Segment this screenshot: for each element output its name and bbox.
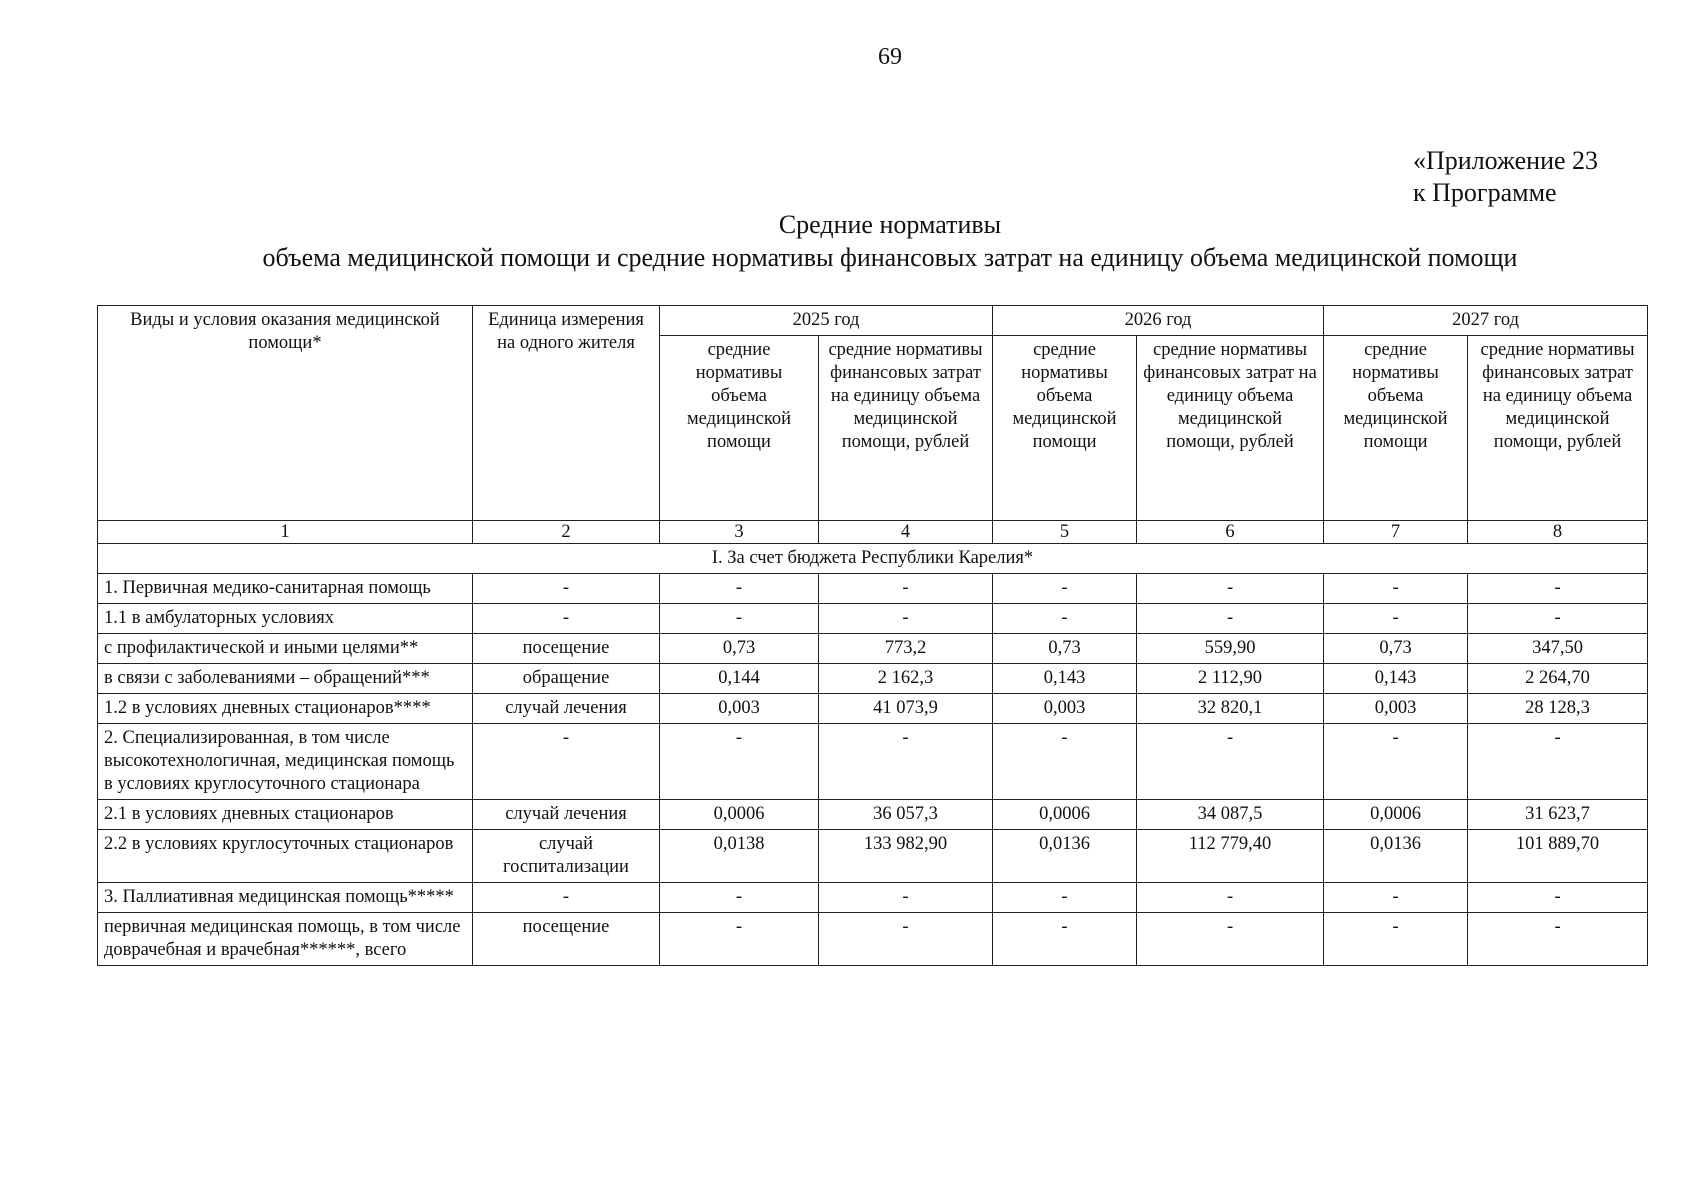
header-row-numbers bbox=[98, 521, 1648, 544]
table-cell: - bbox=[1324, 574, 1468, 604]
table-cell: - bbox=[1324, 724, 1468, 800]
table-row bbox=[98, 883, 1648, 913]
header-year-2027: 2027 год bbox=[1324, 306, 1648, 336]
table-cell: случай госпитализации bbox=[473, 830, 660, 883]
header-sub: средние нормативы финансовых затрат на единицу объема медицинской помощи, рублей bbox=[1468, 336, 1648, 521]
table-cell: - bbox=[473, 883, 660, 913]
table-cell: 0,73 bbox=[1324, 634, 1468, 664]
table-row bbox=[98, 634, 1648, 664]
title-line-2: объема медицинской помощи и средние нормативы финансовых затрат на единицу объема медицинской помощи bbox=[262, 243, 1518, 272]
column-number: 5 bbox=[993, 521, 1137, 544]
table-header bbox=[98, 306, 1648, 544]
table-cell: - bbox=[993, 604, 1137, 634]
table-cell: 773,2 bbox=[819, 634, 993, 664]
table-row bbox=[98, 664, 1648, 694]
table-cell: 347,50 bbox=[1468, 634, 1648, 664]
column-number: 4 bbox=[819, 521, 993, 544]
table-row bbox=[98, 800, 1648, 830]
column-number: 7 bbox=[1324, 521, 1468, 544]
header-kind: Виды и условия оказания медицинской помощи* bbox=[98, 306, 473, 521]
header-sub: средние нормативы финансовых затрат на единицу объема медицинской помощи, рублей bbox=[819, 336, 993, 521]
table-cell: посещение bbox=[473, 634, 660, 664]
table-cell: - bbox=[819, 604, 993, 634]
table-cell: - bbox=[1324, 913, 1468, 966]
table-cell: 34 087,5 bbox=[1137, 800, 1324, 830]
table-cell: 41 073,9 bbox=[819, 694, 993, 724]
table-cell: - bbox=[993, 574, 1137, 604]
table-cell: 0,0006 bbox=[660, 800, 819, 830]
table-cell: случай лечения bbox=[473, 694, 660, 724]
table-body bbox=[98, 544, 1648, 966]
row-label: в связи с заболеваниями – обращений*** bbox=[98, 664, 473, 694]
norms-table bbox=[97, 305, 1648, 966]
table-row bbox=[98, 604, 1648, 634]
table-cell: - bbox=[819, 883, 993, 913]
table-cell: - bbox=[1468, 913, 1648, 966]
table-cell: - bbox=[993, 913, 1137, 966]
header-sub: средние нормативы объема медицинской помощи bbox=[1324, 336, 1468, 521]
table-cell: - bbox=[819, 724, 993, 800]
table-row bbox=[98, 913, 1648, 966]
header-sub: средние нормативы финансовых затрат на единицу объема медицинской помощи, рублей bbox=[1137, 336, 1324, 521]
column-number: 2 bbox=[473, 521, 660, 544]
table-cell: 0,003 bbox=[660, 694, 819, 724]
appendix-line-1: «Приложение 23 bbox=[1413, 146, 1599, 175]
table-cell: - bbox=[660, 883, 819, 913]
table-cell: 32 820,1 bbox=[1137, 694, 1324, 724]
table-cell: 0,0136 bbox=[1324, 830, 1468, 883]
table-cell: 0,0138 bbox=[660, 830, 819, 883]
section-row bbox=[98, 544, 1648, 574]
table-cell: 2 162,3 bbox=[819, 664, 993, 694]
row-label: 2. Специализированная, в том числе высокотехнологичная, медицинская помощь в условиях круглосуточного стационара bbox=[98, 724, 473, 800]
header-row-years bbox=[98, 306, 1648, 336]
header-year-2025: 2025 год bbox=[660, 306, 993, 336]
row-label: первичная медицинская помощь, в том числе доврачебная и врачебная******, всего bbox=[98, 913, 473, 966]
table-cell: - bbox=[993, 724, 1137, 800]
column-number: 1 bbox=[98, 521, 473, 544]
table-cell: 2 264,70 bbox=[1468, 664, 1648, 694]
column-number: 6 bbox=[1137, 521, 1324, 544]
row-label: 3. Паллиативная медицинская помощь***** bbox=[98, 883, 473, 913]
header-year-2026: 2026 год bbox=[993, 306, 1324, 336]
table-cell: 0,0006 bbox=[1324, 800, 1468, 830]
table-cell: - bbox=[660, 604, 819, 634]
table-cell: - bbox=[1324, 604, 1468, 634]
row-label: 2.1 в условиях дневных стационаров bbox=[98, 800, 473, 830]
table-cell: - bbox=[1468, 604, 1648, 634]
table-cell: 559,90 bbox=[1137, 634, 1324, 664]
table-cell: - bbox=[1468, 574, 1648, 604]
table-cell: 101 889,70 bbox=[1468, 830, 1648, 883]
table-cell: - bbox=[819, 574, 993, 604]
table-row bbox=[98, 694, 1648, 724]
table-cell: 0,143 bbox=[993, 664, 1137, 694]
page-number: 69 bbox=[878, 44, 902, 70]
table-cell: - bbox=[1137, 604, 1324, 634]
table-cell: 0,73 bbox=[660, 634, 819, 664]
appendix-line-2: к Программе bbox=[1413, 178, 1557, 207]
table-cell: 0,003 bbox=[1324, 694, 1468, 724]
table-cell: обращение bbox=[473, 664, 660, 694]
table-cell: - bbox=[1137, 724, 1324, 800]
title-line-1: Средние нормативы bbox=[778, 210, 1002, 239]
table-cell: - bbox=[1468, 724, 1648, 800]
table-row bbox=[98, 830, 1648, 883]
table-cell: - bbox=[1468, 883, 1648, 913]
table-cell: - bbox=[1324, 883, 1468, 913]
table-cell: - bbox=[473, 574, 660, 604]
table-cell: - bbox=[473, 724, 660, 800]
table-cell: 0,73 bbox=[993, 634, 1137, 664]
table-cell: - bbox=[473, 604, 660, 634]
table-cell: случай лечения bbox=[473, 800, 660, 830]
table-cell: 0,0136 bbox=[993, 830, 1137, 883]
table-row bbox=[98, 574, 1648, 604]
table-row bbox=[98, 724, 1648, 800]
table-cell: - bbox=[819, 913, 993, 966]
table-cell: 31 623,7 bbox=[1468, 800, 1648, 830]
header-sub: средние нормативы объема медицинской помощи bbox=[660, 336, 819, 521]
column-number: 3 bbox=[660, 521, 819, 544]
table-cell: 36 057,3 bbox=[819, 800, 993, 830]
table-cell: 28 128,3 bbox=[1468, 694, 1648, 724]
table-cell: посещение bbox=[473, 913, 660, 966]
table-cell: - bbox=[1137, 913, 1324, 966]
row-label: 2.2 в условиях круглосуточных стационаров bbox=[98, 830, 473, 883]
table-cell: - bbox=[1137, 883, 1324, 913]
section-title: I. За счет бюджета Республики Карелия* bbox=[98, 544, 1648, 574]
row-label: с профилактической и иными целями** bbox=[98, 634, 473, 664]
table-cell: - bbox=[1137, 574, 1324, 604]
row-label: 1.2 в условиях дневных стационаров**** bbox=[98, 694, 473, 724]
appendix-reference bbox=[1413, 145, 1598, 209]
table-cell: 0,144 bbox=[660, 664, 819, 694]
table-cell: 2 112,90 bbox=[1137, 664, 1324, 694]
column-number: 8 bbox=[1468, 521, 1648, 544]
table-cell: 0,143 bbox=[1324, 664, 1468, 694]
table-cell: - bbox=[660, 574, 819, 604]
document-title bbox=[0, 208, 1697, 274]
table-cell: - bbox=[660, 913, 819, 966]
header-unit: Единица измерения на одного жителя bbox=[473, 306, 660, 521]
table-cell: 0,0006 bbox=[993, 800, 1137, 830]
header-sub: средние нормативы объема медицинской помощи bbox=[993, 336, 1137, 521]
table-cell: 0,003 bbox=[993, 694, 1137, 724]
table-cell: 133 982,90 bbox=[819, 830, 993, 883]
table-cell: - bbox=[993, 883, 1137, 913]
table-cell: - bbox=[660, 724, 819, 800]
row-label: 1. Первичная медико-санитарная помощь bbox=[98, 574, 473, 604]
table-cell: 112 779,40 bbox=[1137, 830, 1324, 883]
row-label: 1.1 в амбулаторных условиях bbox=[98, 604, 473, 634]
